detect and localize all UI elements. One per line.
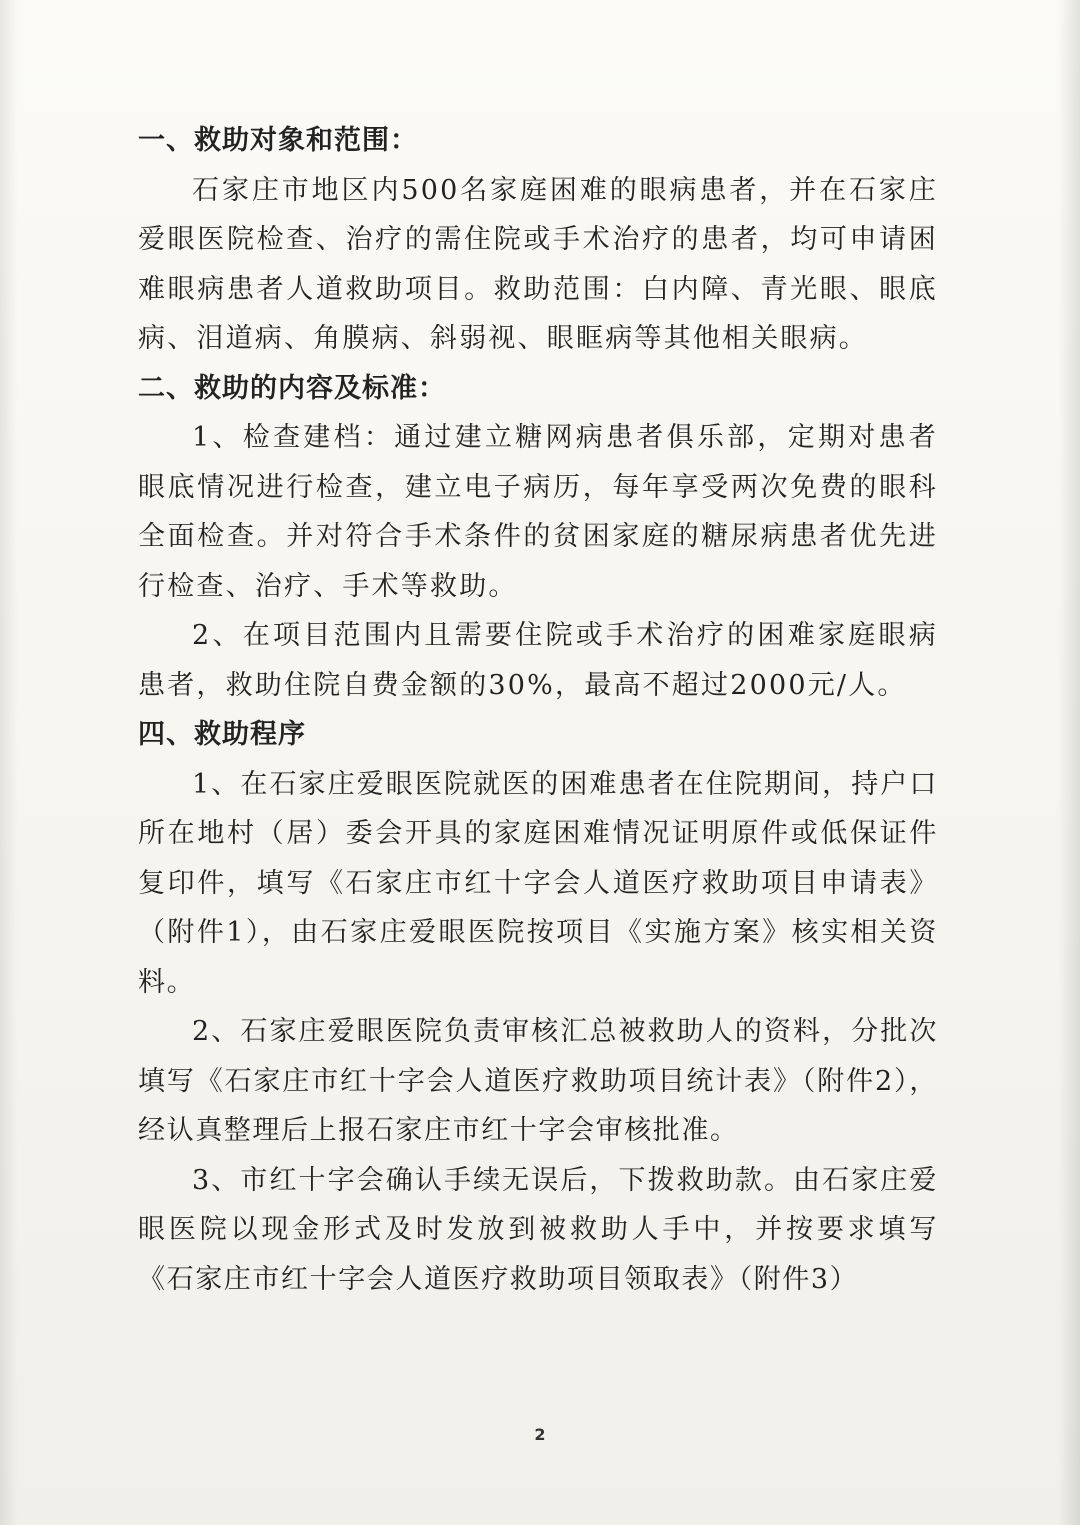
page-edge-shadow-right bbox=[1058, 0, 1080, 1525]
section-heading: 四、救助程序 bbox=[138, 719, 306, 750]
section-heading: 二、救助的内容及标准： bbox=[138, 372, 446, 404]
section-assistance-scope bbox=[138, 116, 938, 364]
page-edge-shadow-left bbox=[0, 0, 18, 1525]
paragraph: 3、市红十字会确认手续无误后，下拨救助款。由石家庄爱眼医院以现金形式及时发放到被救助人手中，并按要求填写《石家庄市红十字会人道医疗救助项目领取表》（附件3） bbox=[138, 1164, 938, 1295]
paragraph: 1、检查建档：通过建立糖网病患者俱乐部，定期对患者眼底情况进行检查，建立电子病历，每年享受两次免费的眼科全面检查。并对符合手术条件的贫困家庭的糖尿病患者优先进行检查、治疗、手术等救助。 bbox=[138, 422, 938, 602]
document-body bbox=[138, 116, 938, 1304]
paragraph: 石家庄市地区内500名家庭困难的眼病患者，并在石家庄爱眼医院检查、治疗的需住院或手术治疗的患者，均可申请困难眼病患者人道救助项目。救助范围：白内障、青光眼、眼底病、泪道病、角膜病、斜弱视、眼眶病等其他相关眼病。 bbox=[138, 174, 938, 354]
paragraph: 2、在项目范围内且需要住院或手术治疗的困难家庭眼病患者，救助住院自费金额的30%，最高不超过2000元/人。 bbox=[138, 620, 938, 701]
section-assistance-procedure bbox=[138, 710, 938, 1304]
page-number: 2 bbox=[534, 1425, 546, 1444]
section-heading: 一、救助对象和范围： bbox=[138, 125, 418, 156]
section-assistance-content bbox=[138, 364, 938, 711]
paragraph: 1、在石家庄爱眼医院就医的困难患者在住院期间，持户口所在地村（居）委会开具的家庭困难情况证明原件或低保证件复印件，填写《石家庄市红十字会人道医疗救助项目申请表》（附件1），由石家庄爱眼医院按项目《实施方案》核实相关资料。 bbox=[138, 768, 938, 998]
paragraph: 2、石家庄爱眼医院负责审核汇总被救助人的资料，分批次填写《石家庄市红十字会人道医疗救助项目统计表》（附件2），经认真整理后上报石家庄市红十字会审核批准。 bbox=[138, 1016, 938, 1146]
